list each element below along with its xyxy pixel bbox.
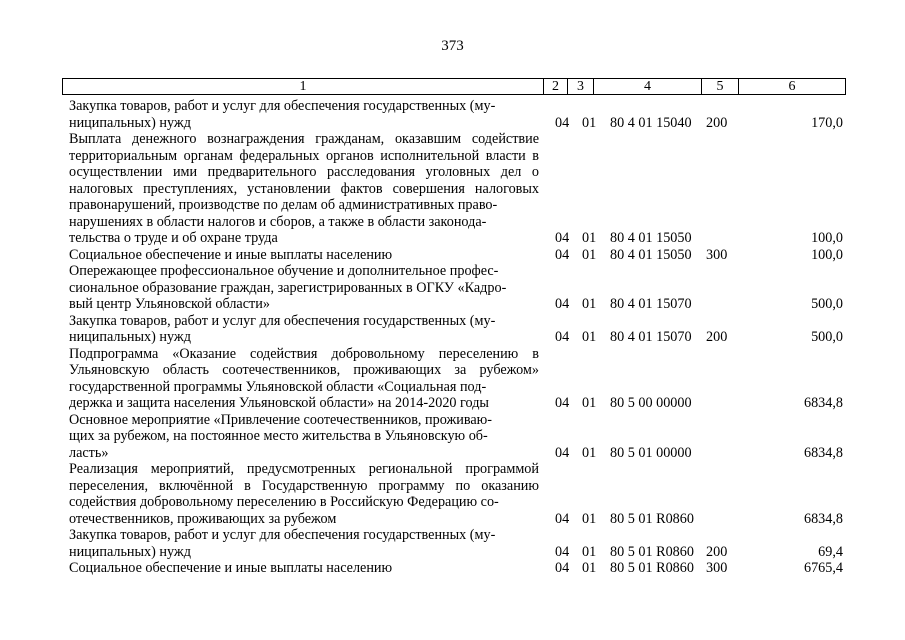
- amount: 500,0: [811, 329, 843, 345]
- row-description: Закупка товаров, работ и услуг для обеспечения государственных (му- ниципальных) нужд: [69, 527, 496, 560]
- subsection-code: 01: [582, 543, 597, 560]
- target-article-code: 80 5 01 R0860: [610, 543, 694, 560]
- subsection-code: 01: [582, 329, 597, 345]
- target-article-code: 80 5 00 00000: [610, 395, 692, 411]
- table-row: [0, 313, 905, 346]
- row-description: Социальное обеспечение и иные выплаты населению: [69, 560, 393, 576]
- target-article-code: 80 4 01 15070: [610, 296, 692, 312]
- table-row: [0, 131, 905, 247]
- amount: 6834,8: [803, 395, 843, 411]
- section-code: 04: [555, 329, 570, 345]
- subsection-code: 01: [582, 114, 597, 131]
- target-article-code: 80 4 01 15040: [610, 114, 692, 131]
- table-row: [0, 247, 905, 264]
- amount: 6765,4: [803, 560, 843, 576]
- subsection-code: 01: [582, 444, 597, 461]
- expense-type-code: 200: [706, 329, 728, 345]
- table-row: [0, 461, 905, 527]
- expense-type-code: 300: [706, 246, 728, 263]
- row-description: Опережающее профессиональное обучение и дополнительное профес- сиональное образование граждан, зарегистрированных в ОГКУ «Кадро- вый центр Ульяновской области»: [69, 263, 507, 312]
- target-article-code: 80 5 01 00000: [610, 444, 692, 461]
- table-row: [0, 412, 905, 462]
- expense-type-code: 200: [706, 114, 728, 131]
- header-col-3: 3: [567, 79, 593, 94]
- header-col-1: 1: [299, 79, 307, 94]
- section-code: 04: [555, 560, 570, 576]
- section-code: 04: [555, 296, 570, 312]
- section-code: 04: [555, 510, 570, 527]
- section-code: 04: [555, 444, 570, 461]
- amount: 170,0: [811, 114, 843, 131]
- amount: 6834,8: [803, 444, 843, 461]
- table-body: [0, 98, 905, 577]
- table-header: [62, 78, 846, 95]
- amount: 100,0: [811, 230, 843, 246]
- row-description: Закупка товаров, работ и услуг для обеспечения государственных (му- ниципальных) нужд: [69, 98, 496, 131]
- subsection-code: 01: [582, 560, 597, 576]
- row-description: Выплата денежного вознаграждения гражданам, оказавшим содействие территориальным органам федеральных органов исполнительной власти в осуществлении ими предварительного расследования уголовных дел о налоговых преступлениях, установлении фактов совершения налоговых правонарушений, производстве по делам об административных право- нарушениях в области налогов и сборов, а также в области законода- тельства о труде и об охране труда: [69, 131, 539, 246]
- expense-type-code: 300: [706, 560, 728, 576]
- header-col-5: 5: [701, 79, 738, 94]
- subsection-code: 01: [582, 246, 597, 263]
- target-article-code: 80 5 01 R0860: [610, 510, 694, 527]
- header-col-6: 6: [738, 79, 845, 94]
- section-code: 04: [555, 543, 570, 560]
- table-row: [0, 560, 905, 577]
- amount: 500,0: [811, 296, 843, 312]
- amount: 6834,8: [803, 510, 843, 527]
- page-number: 373: [441, 38, 464, 54]
- header-col-2: 2: [543, 79, 567, 94]
- header-col-4: 4: [593, 79, 701, 94]
- row-description: Закупка товаров, работ и услуг для обеспечения государственных (му- ниципальных) нужд: [69, 312, 496, 345]
- section-code: 04: [555, 395, 570, 411]
- subsection-code: 01: [582, 510, 597, 527]
- table-row: [0, 527, 905, 560]
- section-code: 04: [555, 230, 570, 246]
- table-row: [0, 98, 905, 131]
- section-code: 04: [555, 246, 570, 263]
- amount: 69,4: [818, 543, 843, 560]
- subsection-code: 01: [582, 230, 597, 246]
- target-article-code: 80 4 01 15050: [610, 246, 692, 263]
- table-row: [0, 263, 905, 313]
- section-code: 04: [555, 114, 570, 131]
- expense-type-code: 200: [706, 543, 728, 560]
- subsection-code: 01: [582, 395, 597, 411]
- row-description: Основное мероприятие «Привлечение соотечественников, проживаю- щих за рубежом, на постоянное место жительства в Ульяновскую об- ласть»: [69, 411, 492, 461]
- target-article-code: 80 4 01 15050: [610, 230, 692, 246]
- target-article-code: 80 4 01 15070: [610, 329, 692, 345]
- row-description: Реализация мероприятий, предусмотренных региональной программой переселения, включённой в Государственную программу по оказанию содействия добровольному переселению в Российскую Федерацию со- отечественников, проживающих за рубежом: [69, 461, 539, 527]
- table-row: [0, 346, 905, 412]
- row-description: Подпрограмма «Оказание содействия добровольному переселению в Ульяновскую область соотечественников, проживающих за рубежом» государственной программы Ульяновской области «Социальная под- держка и защита населения Ульяновской области» на 2014-2020 годы: [69, 345, 539, 411]
- row-description: Социальное обеспечение и иные выплаты населению: [69, 246, 393, 263]
- target-article-code: 80 5 01 R0860: [610, 560, 694, 576]
- subsection-code: 01: [582, 296, 597, 312]
- amount: 100,0: [811, 246, 843, 263]
